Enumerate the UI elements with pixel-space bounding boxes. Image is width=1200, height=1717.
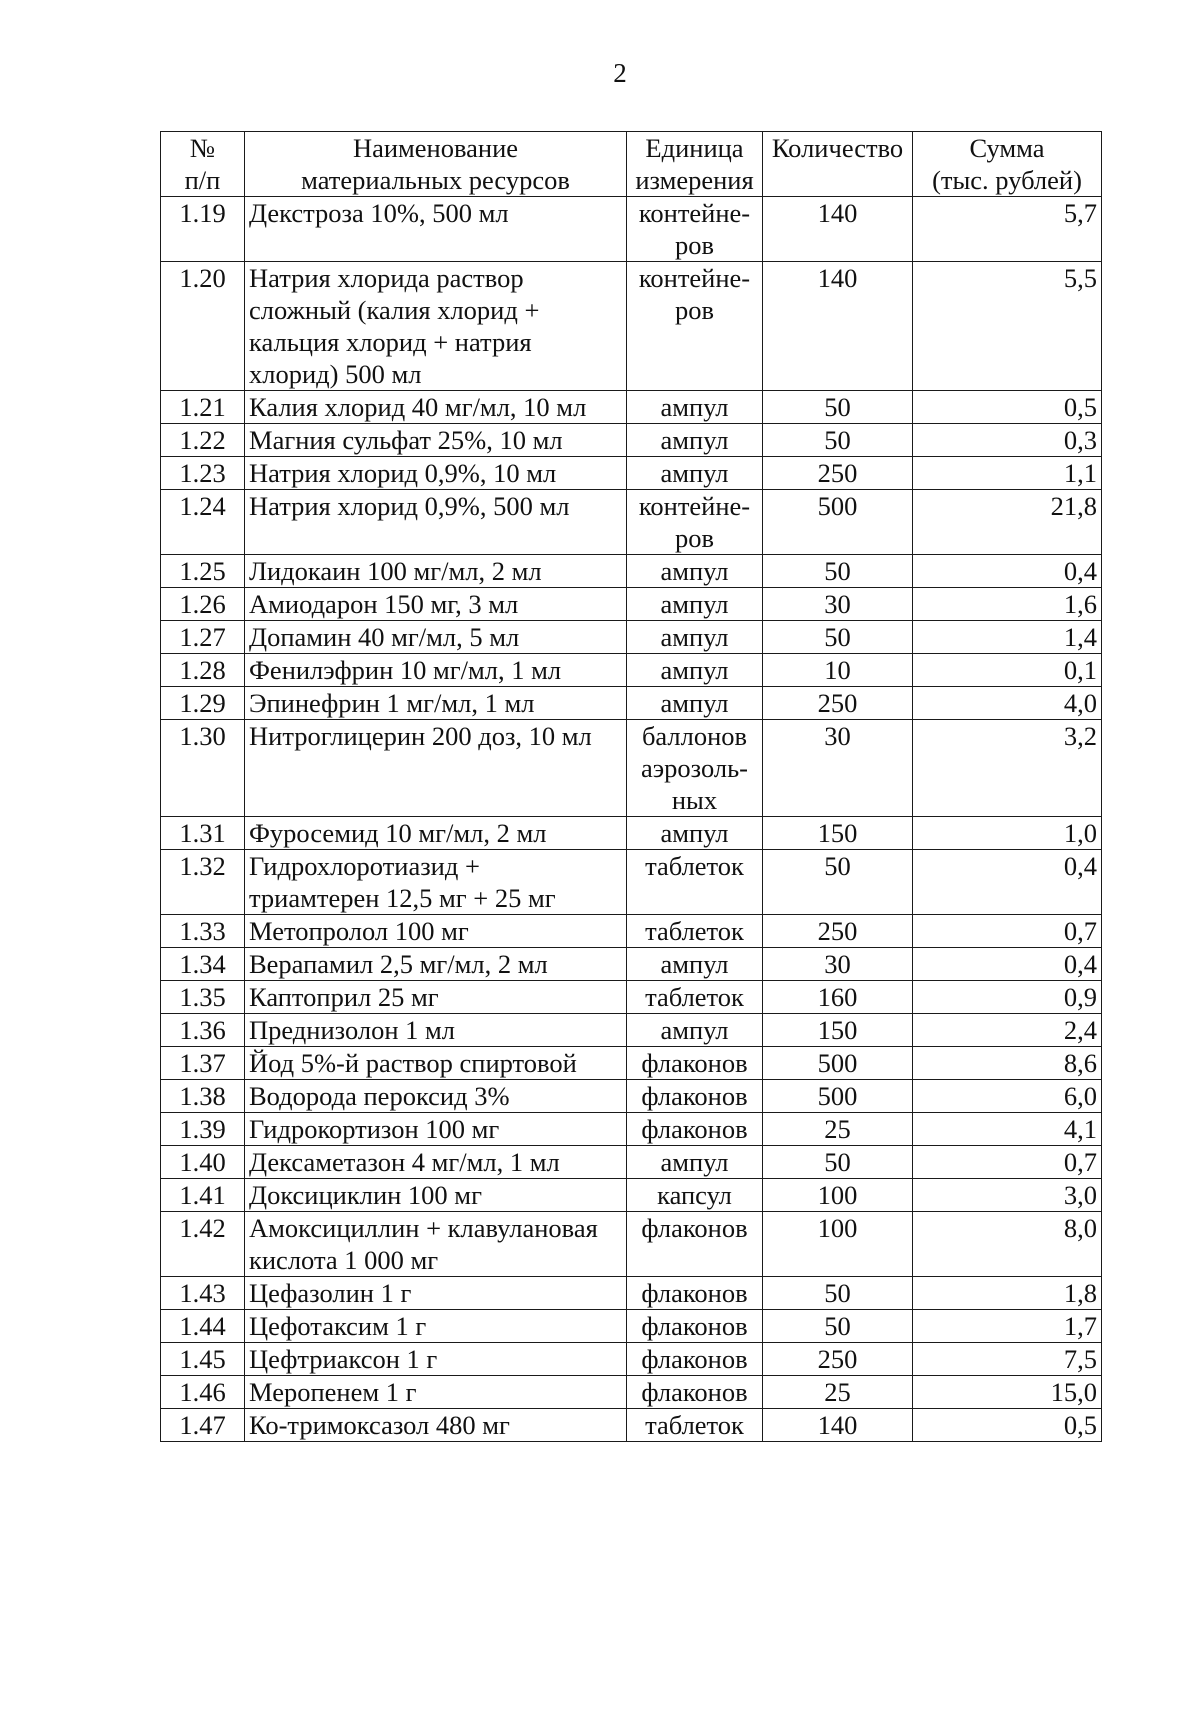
unit-of-measure: [627, 981, 763, 1014]
row-number: 1.30: [161, 720, 245, 817]
unit-line: флаконов: [641, 1311, 748, 1341]
quantity: 500: [763, 1080, 913, 1113]
table-row: [161, 687, 1102, 720]
resource-name-line: Йод 5%-й раствор спиртовой: [249, 1048, 577, 1078]
quantity: 150: [763, 817, 913, 850]
sum-thousand-rubles: 0,7: [913, 1146, 1102, 1179]
unit-of-measure: [627, 687, 763, 720]
resource-name: [245, 915, 627, 948]
quantity: 500: [763, 1047, 913, 1080]
unit-line: ампул: [660, 556, 729, 586]
resource-name: [245, 948, 627, 981]
resource-name: [245, 720, 627, 817]
resource-name-line: Метопролол 100 мг: [249, 916, 469, 946]
table-row: [161, 262, 1102, 391]
resource-name: [245, 621, 627, 654]
resource-name: [245, 424, 627, 457]
unit-of-measure: [627, 850, 763, 915]
resource-name: [245, 1014, 627, 1047]
resource-name-line: Цефазолин 1 г: [249, 1278, 412, 1308]
header-sum: [913, 132, 1102, 197]
resource-name-line: Ко-тримоксазол 480 мг: [249, 1410, 510, 1440]
unit-line: ампул: [660, 655, 729, 685]
row-number: 1.28: [161, 654, 245, 687]
resource-name-line: Водорода пероксид 3%: [249, 1081, 510, 1111]
table-row: [161, 555, 1102, 588]
quantity: 160: [763, 981, 913, 1014]
resource-name-line: Декстроза 10%, 500 мл: [249, 198, 509, 228]
row-number: 1.33: [161, 915, 245, 948]
row-number: 1.43: [161, 1277, 245, 1310]
quantity: 140: [763, 262, 913, 391]
table-row: [161, 817, 1102, 850]
sum-thousand-rubles: 1,0: [913, 817, 1102, 850]
unit-line: ампул: [660, 392, 729, 422]
sum-thousand-rubles: 0,5: [913, 391, 1102, 424]
unit-line: аэрозоль-: [641, 753, 748, 783]
table-row: [161, 1310, 1102, 1343]
resource-name-line: Натрия хлорид 0,9%, 500 мл: [249, 491, 570, 521]
row-number: 1.39: [161, 1113, 245, 1146]
unit-of-measure: [627, 1146, 763, 1179]
row-number: 1.46: [161, 1376, 245, 1409]
unit-line: баллонов: [641, 721, 748, 751]
sum-thousand-rubles: 5,7: [913, 197, 1102, 262]
quantity: 30: [763, 588, 913, 621]
sum-thousand-rubles: 3,0: [913, 1179, 1102, 1212]
row-number: 1.23: [161, 457, 245, 490]
sum-thousand-rubles: 0,5: [913, 1409, 1102, 1442]
row-number: 1.25: [161, 555, 245, 588]
table-row: [161, 850, 1102, 915]
table-row: [161, 391, 1102, 424]
table-row: [161, 915, 1102, 948]
quantity: 140: [763, 197, 913, 262]
unit-of-measure: [627, 588, 763, 621]
sum-thousand-rubles: 21,8: [913, 490, 1102, 555]
unit-of-measure: [627, 1343, 763, 1376]
header-sum-line: Сумма: [969, 133, 1045, 163]
sum-thousand-rubles: 0,7: [913, 915, 1102, 948]
unit-of-measure: [627, 457, 763, 490]
unit-of-measure: [627, 654, 763, 687]
unit-of-measure: [627, 1080, 763, 1113]
unit-line: ров: [674, 295, 714, 325]
quantity: 50: [763, 424, 913, 457]
unit-line: ампул: [660, 818, 729, 848]
row-number: 1.36: [161, 1014, 245, 1047]
header-num: [161, 132, 245, 197]
unit-of-measure: [627, 391, 763, 424]
unit-line: ампул: [660, 425, 729, 455]
unit-line: ампул: [660, 622, 729, 652]
row-number: 1.40: [161, 1146, 245, 1179]
row-number: 1.24: [161, 490, 245, 555]
quantity: 500: [763, 490, 913, 555]
table-row: [161, 1409, 1102, 1442]
unit-of-measure: [627, 1113, 763, 1146]
row-number: 1.41: [161, 1179, 245, 1212]
resource-name: [245, 1376, 627, 1409]
table-row: [161, 424, 1102, 457]
quantity: 140: [763, 1409, 913, 1442]
resource-name: [245, 1310, 627, 1343]
table-row: [161, 1212, 1102, 1277]
unit-line: ампул: [660, 589, 729, 619]
table-row: [161, 457, 1102, 490]
table-row: [161, 1146, 1102, 1179]
sum-thousand-rubles: 2,4: [913, 1014, 1102, 1047]
resource-name-line: Амоксициллин + клавулановая: [249, 1213, 598, 1243]
unit-line: флаконов: [641, 1377, 748, 1407]
unit-line: таблеток: [645, 916, 744, 946]
table-row: [161, 720, 1102, 817]
unit-of-measure: [627, 915, 763, 948]
unit-line: ампул: [660, 458, 729, 488]
sum-thousand-rubles: 8,0: [913, 1212, 1102, 1277]
row-number: 1.34: [161, 948, 245, 981]
header-name: [245, 132, 627, 197]
unit-of-measure: [627, 424, 763, 457]
header-unit-line: измерения: [635, 165, 754, 195]
sum-thousand-rubles: 0,4: [913, 555, 1102, 588]
resource-name-line: Допамин 40 мг/мл, 5 мл: [249, 622, 520, 652]
resource-name: [245, 457, 627, 490]
row-number: 1.35: [161, 981, 245, 1014]
resource-name: [245, 1113, 627, 1146]
table-row: [161, 490, 1102, 555]
table-row: [161, 1014, 1102, 1047]
sum-thousand-rubles: 1,1: [913, 457, 1102, 490]
unit-line: флаконов: [641, 1278, 748, 1308]
unit-of-measure: [627, 1277, 763, 1310]
quantity: 50: [763, 555, 913, 588]
unit-of-measure: [627, 621, 763, 654]
sum-thousand-rubles: 5,5: [913, 262, 1102, 391]
header-sum-line: (тыс. рублей): [932, 165, 1082, 195]
resource-name: [245, 490, 627, 555]
resource-name-line: Амиодарон 150 мг, 3 мл: [249, 589, 519, 619]
unit-line: флаконов: [641, 1081, 748, 1111]
unit-of-measure: [627, 555, 763, 588]
table-row: [161, 1113, 1102, 1146]
unit-line: таблеток: [645, 1410, 744, 1440]
table-row: [161, 1343, 1102, 1376]
sum-thousand-rubles: 8,6: [913, 1047, 1102, 1080]
quantity: 250: [763, 457, 913, 490]
quantity: 30: [763, 720, 913, 817]
resource-name-line: Лидокаин 100 мг/мл, 2 мл: [249, 556, 542, 586]
page-number: 2: [613, 58, 627, 88]
row-number: 1.47: [161, 1409, 245, 1442]
sum-thousand-rubles: 0,4: [913, 850, 1102, 915]
resource-name-line: Доксициклин 100 мг: [249, 1180, 482, 1210]
table-row: [161, 588, 1102, 621]
table-row: [161, 1080, 1102, 1113]
quantity: 50: [763, 850, 913, 915]
resource-name-line: хлорид) 500 мл: [249, 359, 422, 389]
resource-name: [245, 1047, 627, 1080]
quantity: 25: [763, 1376, 913, 1409]
header-name-line: материальных ресурсов: [301, 165, 570, 195]
resource-name: [245, 654, 627, 687]
resource-name-line: Магния сульфат 25%, 10 мл: [249, 425, 563, 455]
header-qty: [763, 132, 913, 197]
table-header-row: [161, 132, 1102, 197]
resource-name-line: Калия хлорид 40 мг/мл, 10 мл: [249, 392, 587, 422]
resource-name-line: Натрия хлорид 0,9%, 10 мл: [249, 458, 557, 488]
unit-of-measure: [627, 262, 763, 391]
table-row: [161, 948, 1102, 981]
unit-line: контейне-: [638, 491, 751, 521]
unit-line: флаконов: [641, 1213, 748, 1243]
unit-line: таблеток: [645, 982, 744, 1012]
unit-of-measure: [627, 1014, 763, 1047]
row-number: 1.45: [161, 1343, 245, 1376]
row-number: 1.31: [161, 817, 245, 850]
quantity: 50: [763, 621, 913, 654]
resource-name: [245, 1343, 627, 1376]
resource-name-line: сложный (калия хлорид +: [249, 295, 540, 325]
row-number: 1.20: [161, 262, 245, 391]
quantity: 150: [763, 1014, 913, 1047]
sum-thousand-rubles: 1,6: [913, 588, 1102, 621]
resource-name: [245, 555, 627, 588]
unit-of-measure: [627, 197, 763, 262]
table-row: [161, 1047, 1102, 1080]
resource-name-line: Верапамил 2,5 мг/мл, 2 мл: [249, 949, 548, 979]
unit-of-measure: [627, 948, 763, 981]
resource-name: [245, 687, 627, 720]
resource-name-line: кислота 1 000 мг: [249, 1245, 439, 1275]
sum-thousand-rubles: 15,0: [913, 1376, 1102, 1409]
header-qty-line: Количество: [771, 133, 904, 163]
sum-thousand-rubles: 0,4: [913, 948, 1102, 981]
unit-line: флаконов: [641, 1114, 748, 1144]
resource-name-line: Фенилэфрин 10 мг/мл, 1 мл: [249, 655, 562, 685]
header-unit-line: Единица: [645, 133, 744, 163]
sum-thousand-rubles: 1,4: [913, 621, 1102, 654]
quantity: 250: [763, 687, 913, 720]
header-unit: [627, 132, 763, 197]
row-number: 1.29: [161, 687, 245, 720]
resource-name: [245, 981, 627, 1014]
resource-name: [245, 1179, 627, 1212]
resource-name: [245, 1146, 627, 1179]
row-number: 1.21: [161, 391, 245, 424]
resource-name: [245, 197, 627, 262]
quantity: 30: [763, 948, 913, 981]
unit-line: флаконов: [641, 1344, 748, 1374]
resource-name: [245, 1409, 627, 1442]
unit-line: ампул: [660, 688, 729, 718]
table-row: [161, 981, 1102, 1014]
sum-thousand-rubles: 3,2: [913, 720, 1102, 817]
unit-of-measure: [627, 1212, 763, 1277]
unit-of-measure: [627, 1179, 763, 1212]
unit-line: контейне-: [638, 263, 751, 293]
unit-of-measure: [627, 1310, 763, 1343]
resource-name: [245, 391, 627, 424]
table-row: [161, 1277, 1102, 1310]
quantity: 50: [763, 1146, 913, 1179]
unit-line: ров: [674, 230, 714, 260]
unit-line: контейне-: [638, 198, 751, 228]
quantity: 250: [763, 1343, 913, 1376]
row-number: 1.42: [161, 1212, 245, 1277]
unit-of-measure: [627, 720, 763, 817]
quantity: 50: [763, 1310, 913, 1343]
header-name-line: Наименование: [352, 133, 519, 163]
resource-name-line: Гидрохлоротиазид +: [249, 851, 480, 881]
quantity: 50: [763, 391, 913, 424]
resource-name: [245, 262, 627, 391]
quantity: 100: [763, 1179, 913, 1212]
resource-name-line: Преднизолон 1 мл: [249, 1015, 456, 1045]
row-number: 1.44: [161, 1310, 245, 1343]
header-num-line: п/п: [184, 165, 221, 195]
unit-line: капсул: [657, 1180, 732, 1210]
resources-table: [160, 131, 1102, 1442]
unit-line: ампул: [660, 1147, 729, 1177]
resource-name-line: Натрия хлорида раствор: [249, 263, 524, 293]
resource-name-line: Нитроглицерин 200 доз, 10 мл: [249, 721, 592, 751]
quantity: 100: [763, 1212, 913, 1277]
resource-name-line: Каптоприл 25 мг: [249, 982, 439, 1012]
resource-name: [245, 850, 627, 915]
resource-name-line: Меропенем 1 г: [249, 1377, 417, 1407]
sum-thousand-rubles: 0,1: [913, 654, 1102, 687]
row-number: 1.22: [161, 424, 245, 457]
table-row: [161, 1376, 1102, 1409]
unit-line: ампул: [660, 1015, 729, 1045]
row-number: 1.26: [161, 588, 245, 621]
header-num-line: №: [189, 133, 216, 163]
row-number: 1.27: [161, 621, 245, 654]
resource-name-line: Дексаметазон 4 мг/мл, 1 мл: [249, 1147, 560, 1177]
unit-of-measure: [627, 1047, 763, 1080]
resource-name: [245, 817, 627, 850]
table-row: [161, 1179, 1102, 1212]
resource-name-line: кальция хлорид + натрия: [249, 327, 532, 357]
table-row: [161, 621, 1102, 654]
resource-name-line: Цефтриаксон 1 г: [249, 1344, 438, 1374]
sum-thousand-rubles: 7,5: [913, 1343, 1102, 1376]
resource-name-line: Эпинефрин 1 мг/мл, 1 мл: [249, 688, 535, 718]
resource-name: [245, 1212, 627, 1277]
quantity: 25: [763, 1113, 913, 1146]
row-number: 1.38: [161, 1080, 245, 1113]
resource-name-line: Гидрокортизон 100 мг: [249, 1114, 500, 1144]
table-body: [161, 197, 1102, 1442]
resource-name: [245, 1277, 627, 1310]
resource-name: [245, 588, 627, 621]
unit-line: ампул: [660, 949, 729, 979]
unit-of-measure: [627, 1409, 763, 1442]
unit-of-measure: [627, 490, 763, 555]
sum-thousand-rubles: 6,0: [913, 1080, 1102, 1113]
sum-thousand-rubles: 0,3: [913, 424, 1102, 457]
unit-line: ных: [671, 785, 718, 815]
sum-thousand-rubles: 1,7: [913, 1310, 1102, 1343]
unit-line: таблеток: [645, 851, 744, 881]
sum-thousand-rubles: 1,8: [913, 1277, 1102, 1310]
resource-name-line: Фуросемид 10 мг/мл, 2 мл: [249, 818, 547, 848]
table-row: [161, 654, 1102, 687]
quantity: 50: [763, 1277, 913, 1310]
row-number: 1.37: [161, 1047, 245, 1080]
sum-thousand-rubles: 0,9: [913, 981, 1102, 1014]
sum-thousand-rubles: 4,0: [913, 687, 1102, 720]
sum-thousand-rubles: 4,1: [913, 1113, 1102, 1146]
resource-name-line: триамтерен 12,5 мг + 25 мг: [249, 883, 556, 913]
row-number: 1.19: [161, 197, 245, 262]
resource-name: [245, 1080, 627, 1113]
row-number: 1.32: [161, 850, 245, 915]
unit-line: ров: [674, 523, 714, 553]
resource-name-line: Цефотаксим 1 г: [249, 1311, 427, 1341]
unit-of-measure: [627, 1376, 763, 1409]
quantity: 250: [763, 915, 913, 948]
table-row: [161, 197, 1102, 262]
unit-of-measure: [627, 817, 763, 850]
quantity: 10: [763, 654, 913, 687]
unit-line: флаконов: [641, 1048, 748, 1078]
